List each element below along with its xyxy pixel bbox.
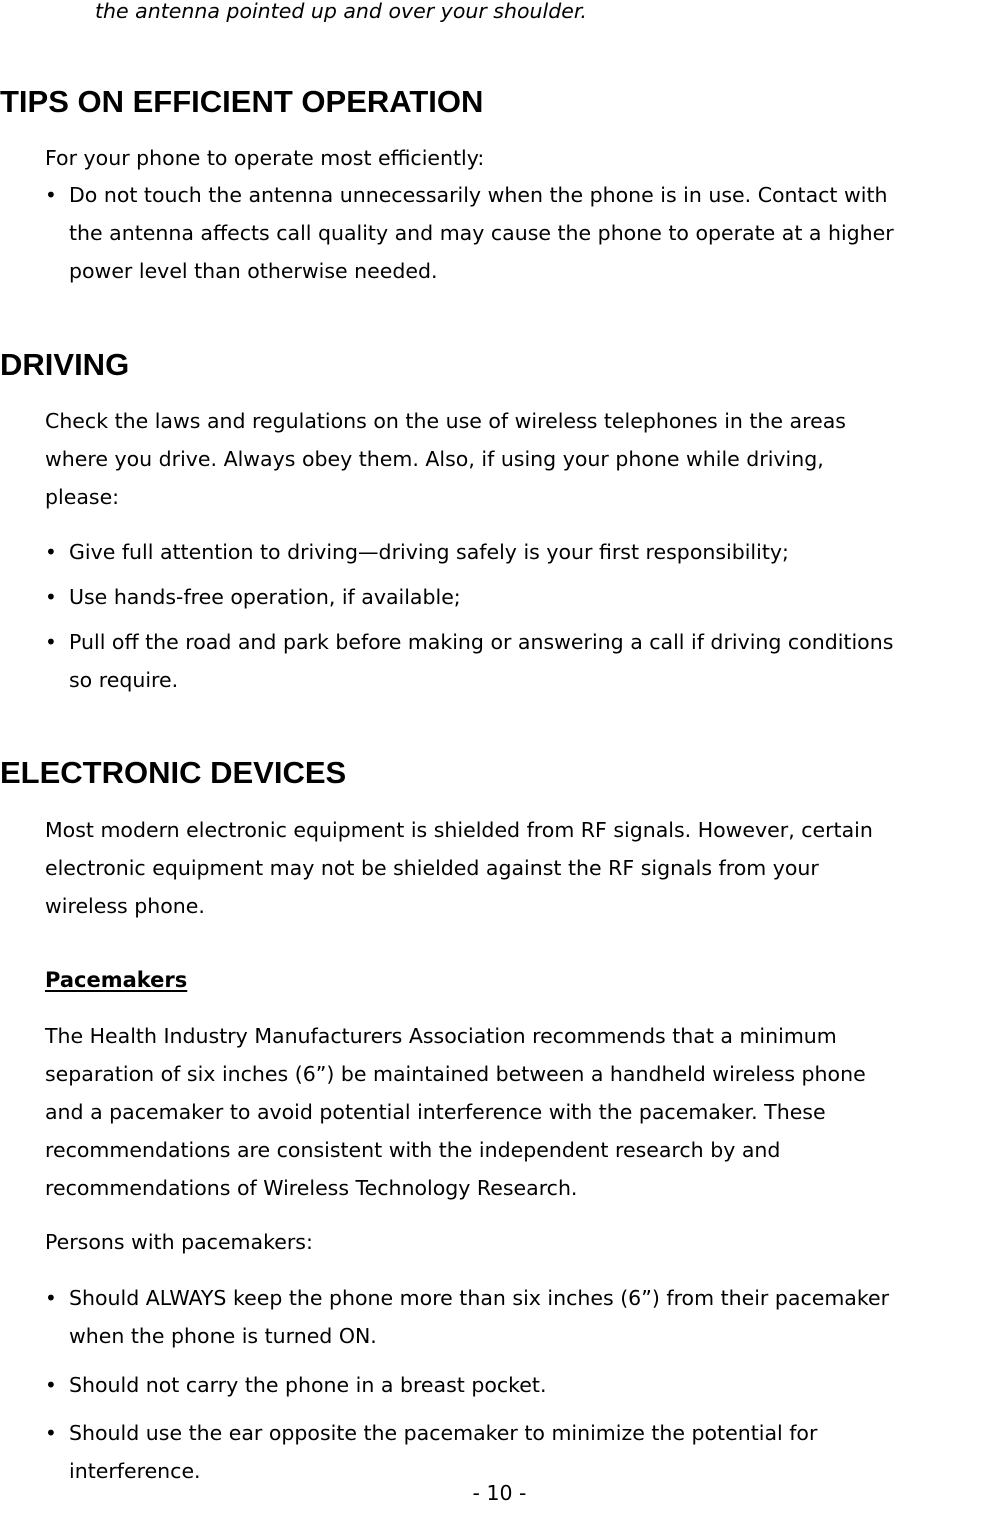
driving-lead (45, 402, 846, 516)
list-item-line: Give full attention to driving—driving safely is your first responsibility; (69, 540, 789, 564)
bullet-icon: • (45, 585, 57, 609)
bullet-icon: • (45, 1286, 57, 1310)
paragraph-line: and a pacemaker to avoid potential interference with the pacemaker. These (45, 1100, 826, 1124)
list-item-line: when the phone is turned ON. (69, 1324, 377, 1348)
list-item-line: interference. (69, 1459, 201, 1483)
paragraph-line: where you drive. Always obey them. Also, if using your phone while driving, (45, 447, 824, 471)
page-number: - 10 - (472, 1481, 527, 1505)
paragraph-line: recommendations of Wireless Technology Research. (45, 1176, 578, 1200)
section-heading-driving: DRIVING (0, 347, 130, 382)
paragraph-line: The Health Industry Manufacturers Association recommends that a minimum (45, 1024, 837, 1048)
list-item (45, 1279, 999, 1355)
list-item-line: Should ALWAYS keep the phone more than six inches (6”) from their pacemaker (69, 1286, 890, 1310)
intro-line: the antenna pointed up and over your shoulder. (95, 0, 587, 23)
paragraph-line: Most modern electronic equipment is shielded from RF signals. However, certain (45, 818, 873, 842)
paragraph-line: wireless phone. (45, 894, 205, 918)
list-item (45, 578, 995, 616)
electronic-lead (45, 811, 873, 925)
pacemakers-paragraph (45, 1017, 866, 1207)
list-item (45, 623, 995, 699)
paragraph-line: electronic equipment may not be shielded against the RF signals from your (45, 856, 819, 880)
list-item-line: the antenna affects call quality and may cause the phone to operate at a higher (69, 221, 894, 245)
bullet-icon: • (45, 183, 57, 207)
paragraph-line: recommendations are consistent with the independent research by and (45, 1138, 781, 1162)
bullet-icon: • (45, 1373, 57, 1397)
bullet-icon: • (45, 1421, 57, 1445)
list-item-line: Use hands-free operation, if available; (69, 585, 461, 609)
persons-lead: Persons with pacemakers: (45, 1230, 313, 1254)
bullet-icon: • (45, 540, 57, 564)
list-item-line: so require. (69, 668, 179, 692)
list-item-line: power level than otherwise needed. (69, 259, 438, 283)
tips-lead: For your phone to operate most efficiently: (45, 146, 485, 170)
section-heading-tips: TIPS ON EFFICIENT OPERATION (0, 84, 484, 119)
bullet-icon: • (45, 630, 57, 654)
list-item-line: Do not touch the antenna unnecessarily when the phone is in use. Contact with (69, 183, 888, 207)
subheading-pacemakers: Pacemakers (45, 968, 188, 992)
paragraph-line: please: (45, 485, 120, 509)
list-item (45, 1414, 995, 1490)
list-item (45, 176, 995, 290)
list-item-line: Should use the ear opposite the pacemaker to minimize the potential for (69, 1421, 818, 1445)
paragraph-line: separation of six inches (6”) be maintained between a handheld wireless phone (45, 1062, 866, 1086)
list-item (45, 533, 995, 571)
section-heading-electronic: ELECTRONIC DEVICES (0, 755, 347, 790)
list-item-line: Should not carry the phone in a breast pocket. (69, 1373, 547, 1397)
list-item (45, 1366, 995, 1404)
list-item-line: Pull off the road and park before making or answering a call if driving conditions (69, 630, 894, 654)
paragraph-line: Check the laws and regulations on the use of wireless telephones in the areas (45, 409, 846, 433)
